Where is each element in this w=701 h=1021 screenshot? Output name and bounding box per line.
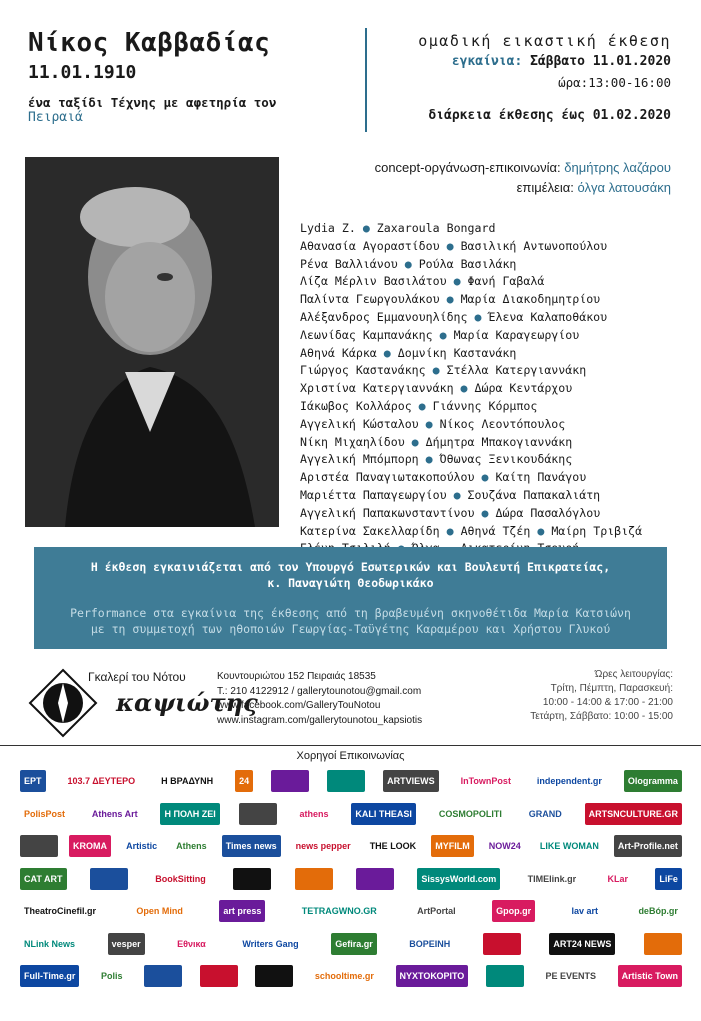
artist-row xyxy=(300,327,690,345)
sponsor-logo: independent.gr xyxy=(536,776,602,787)
artist-name: Αθηνά Κάρκα xyxy=(300,345,377,360)
sponsor-logo: Εθνικα xyxy=(177,938,206,949)
sponsor-logo xyxy=(20,835,58,857)
header-divider xyxy=(365,28,367,132)
sponsor-logo: Η ΠΟΛΗ ΖΕΙ xyxy=(160,803,219,825)
sponsor-logo: 24 xyxy=(235,770,253,792)
artist-row xyxy=(300,220,690,238)
artist-name: Χριστίνα Κατεργιαννάκη xyxy=(300,381,454,396)
sponsor-logo xyxy=(486,965,524,987)
gallery-logo xyxy=(28,668,258,738)
sponsor-logo: ArtPortal xyxy=(417,906,456,917)
concept-credit xyxy=(375,160,671,175)
sponsor-logo xyxy=(483,933,521,955)
bullet-icon: ● xyxy=(439,238,461,253)
artist-name: Αγγελική Παπακωνσταντίνου xyxy=(300,505,475,520)
artist-row xyxy=(300,273,690,291)
bullet-icon: ● xyxy=(446,274,468,289)
band-line-1: Η έκθεση εγκαινιάζεται από τον Υπουργό Εσωτερικών και Βουλευτή Επικρατείας, xyxy=(90,560,611,574)
artist-name: Έλενα Καλαποθάκου xyxy=(488,309,608,324)
artist-name: Αθανασία Αγοραστίδου xyxy=(300,238,440,253)
hours-time-1: 10:00 - 14:00 & 17:00 - 21:00 xyxy=(542,697,673,708)
concept-name: δημήτρης λαζάρου xyxy=(564,160,671,175)
sponsor-logo: LIKE WOMAN xyxy=(539,841,599,852)
artist-name: Δομνίκη Καστανάκη xyxy=(397,345,517,360)
sponsor-logo: Gpop.gr xyxy=(492,900,535,922)
artist-name: Νίκη Μιχαηλίδου xyxy=(300,434,405,449)
exhibition-type: ομαδική εικαστική έκθεση xyxy=(418,32,671,50)
announcement-band xyxy=(34,547,667,649)
sponsor-logo: ART24 NEWS xyxy=(549,933,615,955)
sponsor-logo: vesper xyxy=(108,933,145,955)
sponsor-logo: GRAND xyxy=(528,808,562,819)
artist-row xyxy=(300,362,690,380)
artist-name: Λεωνίδας Καμπανάκης xyxy=(300,327,433,342)
artist-name: Ρένα Βαλλιάνου xyxy=(300,256,398,271)
bullet-icon: ● xyxy=(439,523,461,538)
gallery-facebook-link[interactable]: www.facebook.com/GalleryTouNotou xyxy=(217,700,381,711)
gallery-phone-email[interactable]: Τ.: 210 4122912 / gallerytounotou@gmail.com xyxy=(217,685,422,697)
sponsor-logo: Times news xyxy=(222,835,281,857)
sponsor-logo xyxy=(200,965,238,987)
sponsor-logo: art press xyxy=(219,900,265,922)
artist-name: Δώρα Κεντάρχου xyxy=(474,381,573,396)
sponsor-logo: THE LOOK xyxy=(369,841,417,852)
sponsor-logo: Full-Time.gr xyxy=(20,965,79,987)
sponsor-row xyxy=(20,863,682,896)
piraeus-word: Πειραιά xyxy=(28,110,83,125)
artist-row xyxy=(300,434,690,452)
bullet-icon: ● xyxy=(474,505,496,520)
opening-info xyxy=(452,54,671,69)
sponsor-logo: KLar xyxy=(607,873,629,884)
sponsor-logo: NOW24 xyxy=(488,841,521,852)
sponsor-logo: LiFe xyxy=(655,868,682,890)
sponsor-row xyxy=(20,895,682,928)
sponsor-logo: Athens Art xyxy=(91,808,138,819)
sponsor-logo: ΒΟΡΕΙΝΗ xyxy=(409,938,451,949)
portrait-silhouette xyxy=(25,157,279,527)
sponsor-logo: NLink News xyxy=(24,938,76,949)
sponsor-logo: TETRAGWNO.GR xyxy=(301,906,377,917)
band-line-3: Performance στα εγκαίνια της έκθεσης από τη βραβευμένη σκηνοθέτιδα Μαρία Κατσιώνη xyxy=(70,606,631,620)
artist-name: Νίκος Λεοντόπουλος xyxy=(439,416,566,431)
artist-row xyxy=(300,469,690,487)
opening-label: εγκαίνια: xyxy=(451,54,523,69)
sponsor-logo: Artistic xyxy=(126,841,158,852)
artist-name: Zaxaroula Bongard xyxy=(376,221,496,235)
artist-name: Καίτη Πανάγου xyxy=(495,470,587,485)
sponsor-logo: ARTVIEWS xyxy=(383,770,439,792)
bullet-icon: ● xyxy=(397,256,419,271)
band-line-4: με τη συμμετοχή των ηθοποιών Γεωργίας-Ταϋγέτης Καραμέρου και Χρήστου Γλυκού xyxy=(90,622,611,636)
artist-name: Στέλλα Κατεργιαννάκη xyxy=(446,363,587,378)
sponsor-logo: KROMA xyxy=(69,835,111,857)
artist-name: Μαρία Διακοδημητρίου xyxy=(460,292,601,307)
artist-row xyxy=(300,523,690,541)
sponsor-logo: Athens xyxy=(176,841,207,852)
artist-name: Αλέξανδρος Εμμανουηλίδης xyxy=(300,309,468,324)
sponsor-logo: schooltime.gr xyxy=(314,971,374,982)
bullet-icon: ● xyxy=(355,221,377,235)
artist-name: Αριστέα Παναγιωτακοπούλου xyxy=(300,470,475,485)
artist-name: Γιώργος Καστανάκης xyxy=(300,363,426,378)
sponsor-logo xyxy=(255,965,293,987)
sponsors-title: Χορηγοί Επικοινωνίας xyxy=(296,750,405,762)
artist-name: Μαρία Καραγεωργίου xyxy=(453,327,580,342)
bullet-icon: ● xyxy=(439,292,461,307)
sponsor-logo: Art-Profile.net xyxy=(614,835,682,857)
sponsor-logo xyxy=(295,868,333,890)
band-line-2: κ. Παναγιώτη Θεοδωρικάκο xyxy=(267,576,434,590)
sponsor-logo: MYFILM xyxy=(431,835,474,857)
bullet-icon: ● xyxy=(418,452,440,467)
sponsor-logo: KALI THEASI xyxy=(351,803,416,825)
sponsor-logo: BookSitting xyxy=(155,873,206,884)
opening-hours xyxy=(530,668,673,724)
bullet-icon: ● xyxy=(474,470,496,485)
portrait-photo xyxy=(25,157,279,527)
sponsor-logo: InTownPost xyxy=(460,776,511,787)
artist-name: Ιάκωβος Κολλάρος xyxy=(300,398,412,413)
bullet-icon: ● xyxy=(404,434,426,449)
sponsor-logo: athens xyxy=(299,808,329,819)
artist-name: Παλίντα Γεωργουλάκου xyxy=(300,292,440,307)
artist-name: Όθωνας Ξενικουδάκης xyxy=(439,452,573,467)
concept-label: concept-οργάνωση-επικοινωνία: xyxy=(374,160,561,175)
artist-row xyxy=(300,451,690,469)
sponsor-logo: COSMOPOLITI xyxy=(438,808,502,819)
artist-row xyxy=(300,256,690,274)
artist-name: Αγγελική Κώσταλου xyxy=(300,416,419,431)
gallery-address: Κουντουριώτου 152 Πειραιάς 18535 xyxy=(217,671,376,682)
sponsor-logo: Artistic Town xyxy=(618,965,682,987)
gallery-instagram-link[interactable]: www.instagram.com/gallerytounotou_kapsiotis xyxy=(217,714,423,726)
sponsor-logo: Gefira.gr xyxy=(331,933,377,955)
artist-name: Δήμητρα Μπακογιαννάκη xyxy=(425,434,573,449)
sponsor-logo: CAT ART xyxy=(20,868,67,890)
opening-time: ώρα:13:00-16:00 xyxy=(558,75,671,90)
artist-name: Δώρα Πασαλόγλου xyxy=(495,505,601,520)
sponsor-row xyxy=(20,928,682,961)
artist-name: Σουζάνα Παπακαλιάτη xyxy=(467,487,601,502)
curator-label: επιμέλεια: xyxy=(516,180,574,195)
bullet-icon: ● xyxy=(425,363,447,378)
artist-name: Ρούλα Βασιλάκη xyxy=(418,256,517,271)
sponsor-logo xyxy=(356,868,394,890)
hours-days-1: Τρίτη, Πέμπτη, Παρασκευή: xyxy=(550,683,673,694)
sponsor-logo: Writers Gang xyxy=(242,938,299,949)
sponsor-logo xyxy=(90,868,128,890)
sponsor-logo: Open Mind xyxy=(136,906,183,917)
artist-name: Κατερίνα Σακελλαρίδη xyxy=(300,523,440,538)
artist-name: Αγγελική Μπόμπορη xyxy=(300,452,419,467)
artist-row xyxy=(300,345,690,363)
bullet-icon: ● xyxy=(446,487,468,502)
sponsor-logo: TheatroCinefil.gr xyxy=(24,906,97,917)
artist-name: Αθηνά Τζέη xyxy=(460,523,531,538)
gallery-name: Γκαλερί του Νότου xyxy=(88,670,186,684)
bullet-icon: ● xyxy=(418,416,440,431)
artist-name: Μαίρη Τριβιζά xyxy=(551,523,643,538)
sponsor-row xyxy=(20,830,682,863)
sponsor-logo: SissysWorld.com xyxy=(417,868,500,890)
sponsor-logo: lav art xyxy=(571,906,599,917)
sponsor-logo: PolisPost xyxy=(24,808,66,819)
bullet-icon: ● xyxy=(467,309,489,324)
sponsor-logo: ΝΥΧΤΟΚΟΡΙΤΟ xyxy=(396,965,469,987)
artist-row xyxy=(300,309,690,327)
bullet-icon: ● xyxy=(453,381,475,396)
artist-name: Φανή Γαβαλά xyxy=(467,274,545,289)
sponsor-logo xyxy=(644,933,682,955)
sponsor-logo: Η ΒΡΑΔΥΝΗ xyxy=(161,776,214,787)
sponsor-logo: Polis xyxy=(100,971,123,982)
gallery-signature: καψιώτης xyxy=(116,688,258,717)
bullet-icon: ● xyxy=(530,523,552,538)
curator-credit xyxy=(517,180,671,195)
sponsor-logo: news pepper xyxy=(295,841,351,852)
contact-info xyxy=(217,670,422,728)
sponsor-logo xyxy=(239,803,277,825)
sponsors-grid xyxy=(20,765,682,993)
sponsor-logo xyxy=(327,770,365,792)
artist-name: Γιάννης Κόρμπος xyxy=(432,398,538,413)
sponsor-logo: ARTSNCULTURE.GR xyxy=(585,803,682,825)
artist-row xyxy=(300,238,690,256)
artist-row xyxy=(300,416,690,434)
artist-name: Λίζα Μέρλιν Βασιλάτου xyxy=(300,274,447,289)
sponsor-row xyxy=(20,765,682,798)
sponsor-row xyxy=(20,960,682,993)
journey-tagline: ένα ταξίδι Τέχνης με αφετηρία τον xyxy=(28,95,277,110)
sponsor-divider xyxy=(0,745,701,746)
sponsor-row xyxy=(20,798,682,831)
hours-title: Ώρες λειτουργίας: xyxy=(594,669,673,680)
sponsor-logo xyxy=(144,965,182,987)
artist-name: Lydia Z. xyxy=(300,221,356,235)
bullet-icon: ● xyxy=(376,345,398,360)
opening-date: Σάββατο 11.01.2020 xyxy=(530,54,671,69)
sponsor-logo: TIMElink.gr xyxy=(527,873,577,884)
sponsor-logo: deBóp.gr xyxy=(638,906,678,917)
artist-name: Μαριέττα Παπαγεωργίου xyxy=(300,487,447,502)
artists-list xyxy=(300,220,690,558)
artist-row xyxy=(300,505,690,523)
artist-row xyxy=(300,291,690,309)
sponsor-logo: Ologramma xyxy=(624,770,682,792)
page-title: Νίκος Καββαδίας xyxy=(28,28,271,58)
sponsor-logo: PE EVENTS xyxy=(545,971,597,982)
sponsor-logo xyxy=(271,770,309,792)
exhibition-duration: διάρκεια έκθεσης έως 01.02.2020 xyxy=(428,108,671,123)
artist-row xyxy=(300,398,690,416)
bullet-icon: ● xyxy=(411,398,433,413)
birth-date: 11.01.1910 xyxy=(28,62,137,83)
artist-name: Βασιλική Αντωνοπούλου xyxy=(460,238,608,253)
hours-line-2: Τετάρτη, Σάββατο: 10:00 - 15:00 xyxy=(530,711,673,722)
sponsor-logo: ΕΡΤ xyxy=(20,770,46,792)
bullet-icon: ● xyxy=(432,327,454,342)
artist-row xyxy=(300,487,690,505)
artist-row xyxy=(300,380,690,398)
curator-name: όλγα λατουσάκη xyxy=(577,180,671,195)
sponsor-logo xyxy=(233,868,271,890)
sponsor-logo: 103.7 ΔΕΥΤΕΡΟ xyxy=(67,776,136,787)
